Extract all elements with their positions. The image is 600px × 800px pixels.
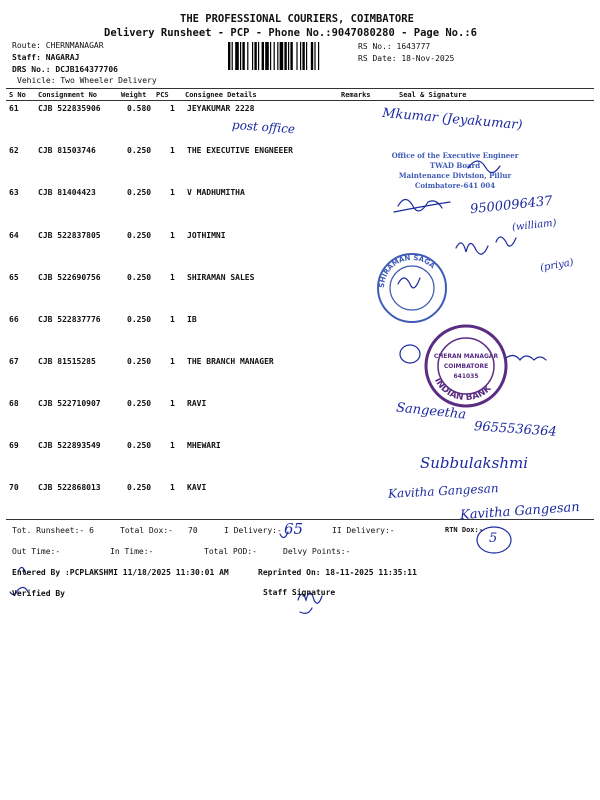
stamp-line: Coimbatore-641 004 bbox=[414, 181, 496, 190]
handwritten-name: Subbulakshmi bbox=[420, 454, 529, 472]
handwritten-name: Kavitha Gangesan bbox=[387, 481, 499, 501]
bank-stamp-outer: INDIAN BANK bbox=[432, 376, 494, 404]
total-dox-value: 70 bbox=[188, 526, 198, 535]
row-sno: 69 bbox=[9, 441, 19, 450]
verified-by-label: Verified By bbox=[12, 589, 65, 598]
tot-runsheet: Tot. Runsheet:- 6 bbox=[12, 526, 94, 535]
row-pcs: 1 bbox=[170, 146, 175, 155]
handwritten-signature: Mkumar (Jeyakumar) bbox=[381, 105, 524, 134]
row-consignment-no: CJB 522690756 bbox=[38, 273, 101, 282]
row-sno: 62 bbox=[9, 146, 19, 155]
row-weight: 0.250 bbox=[127, 273, 152, 282]
handwritten-name: (william) bbox=[511, 217, 558, 234]
row-consignee: KAVI bbox=[187, 483, 207, 492]
row-consignment-no: CJB 522835906 bbox=[38, 104, 101, 113]
col-pcs: PCS bbox=[156, 91, 169, 99]
row-sno: 64 bbox=[9, 231, 19, 240]
row-weight: 0.250 bbox=[127, 231, 152, 240]
bank-stamp-inner: CHERAN MANAGAR bbox=[433, 353, 499, 360]
row-pcs: 1 bbox=[170, 399, 175, 408]
runsheet-subtitle: Delivery Runsheet - PCP - Phone No.:9047080280 - Page No.:6 bbox=[104, 27, 477, 39]
row-sno: 68 bbox=[9, 399, 19, 408]
row-consignee: RAVI bbox=[187, 399, 207, 408]
stamp-line: TWAD Board bbox=[429, 161, 481, 170]
rs-number: RS No.: 1643777 bbox=[358, 42, 431, 51]
handwritten-phone: 9655536364 bbox=[473, 419, 558, 440]
row-weight: 0.250 bbox=[127, 146, 152, 155]
row-sno: 65 bbox=[9, 273, 19, 282]
row-consignment-no: CJB 522893549 bbox=[38, 441, 101, 450]
row-weight: 0.250 bbox=[127, 357, 152, 366]
row-weight: 0.250 bbox=[127, 188, 152, 197]
row-consignment-no: CJB 81515285 bbox=[38, 357, 96, 366]
bank-stamp-inner: COIMBATORE bbox=[443, 363, 489, 370]
handwritten-name: Kavitha Gangesan bbox=[459, 499, 581, 524]
row-pcs: 1 bbox=[170, 483, 175, 492]
row-weight: 0.250 bbox=[127, 315, 152, 324]
route-label: Route: CHERNMANAGAR bbox=[12, 41, 104, 50]
col-consignee-details: Consignee Details bbox=[185, 91, 257, 99]
stamp-line: Office of the Executive Engineer bbox=[391, 151, 519, 160]
reprinted-on: Reprinted On: 18-11-2025 11:35:11 bbox=[258, 568, 417, 577]
rs-date: RS Date: 18-Nov-2025 bbox=[358, 54, 455, 63]
row-consignee: SHIRAMAN SALES bbox=[187, 273, 255, 282]
company-title: THE PROFESSIONAL COURIERS, COIMBATORE bbox=[180, 13, 414, 25]
row-pcs: 1 bbox=[170, 273, 175, 282]
col-seal-signature: Seal & Signature bbox=[399, 91, 467, 99]
stamp-line: Maintenance Division, Pillur bbox=[398, 171, 512, 180]
row-consignment-no: CJB 522710907 bbox=[38, 399, 101, 408]
row-consignee: JOTHIMNI bbox=[187, 231, 226, 240]
row-pcs: 1 bbox=[170, 231, 175, 240]
vehicle-label: Vehicle: Two Wheeler Delivery bbox=[17, 76, 157, 85]
staff-label: Staff: NAGARAJ bbox=[12, 53, 80, 62]
delvy-points-label: Delvy Points:- bbox=[283, 547, 351, 556]
col-weight: Weight bbox=[121, 91, 147, 99]
row-consignment-no: CJB 81503746 bbox=[38, 146, 96, 155]
row-weight: 0.250 bbox=[127, 441, 152, 450]
row-consignment-no: CJB 522837805 bbox=[38, 231, 101, 240]
row-pcs: 1 bbox=[170, 188, 175, 197]
i-delivery-label: I Delivery:- bbox=[224, 526, 282, 535]
row-consignee: IB bbox=[187, 315, 197, 324]
entered-by: Entered By :PCPLAKSHMI 11/18/2025 11:30:01 AM bbox=[12, 568, 229, 577]
row-consignee: THE EXECUTIVE ENGNEEER bbox=[187, 146, 293, 155]
row-pcs: 1 bbox=[170, 104, 175, 113]
total-dox-label: Total Dox:- bbox=[120, 526, 173, 535]
shiraman-stamp-text: SHIRAMAN SAGA bbox=[377, 253, 437, 289]
bank-stamp-inner: 641035 bbox=[453, 373, 479, 380]
row-consignee: THE BRANCH MANAGER bbox=[187, 357, 274, 366]
row-consignment-no: CJB 81404423 bbox=[38, 188, 96, 197]
col-remarks: Remarks bbox=[341, 91, 371, 99]
row-weight: 0.250 bbox=[127, 399, 152, 408]
total-pod-label: Total POD:- bbox=[204, 547, 257, 556]
handwritten-name: Sangeetha bbox=[395, 400, 467, 423]
row-consignment-no: CJB 522868013 bbox=[38, 483, 101, 492]
staff-signature-label: Staff Signature bbox=[263, 588, 336, 597]
row-sno: 67 bbox=[9, 357, 19, 366]
row-weight: 0.580 bbox=[127, 104, 152, 113]
col-sno: S No bbox=[9, 91, 26, 99]
out-time-label: Out Time:- bbox=[12, 547, 61, 556]
row-sno: 63 bbox=[9, 188, 19, 197]
drs-number: DRS No.: DCJB164377706 bbox=[12, 65, 118, 74]
row-consignee: JEYAKUMAR 2228 bbox=[187, 104, 255, 113]
handwritten-rtn-count: 5 bbox=[489, 531, 498, 546]
handwritten-phone: 9500096437 bbox=[469, 193, 554, 218]
row-sno: 61 bbox=[9, 104, 19, 113]
row-pcs: 1 bbox=[170, 315, 175, 324]
rtn-dox-label: RTN Dox:- bbox=[445, 526, 483, 534]
row-consignee: V MADHUMITHA bbox=[187, 188, 245, 197]
row-sno: 70 bbox=[9, 483, 19, 492]
row-pcs: 1 bbox=[170, 357, 175, 366]
handwritten-name: (priya) bbox=[539, 257, 575, 274]
row-weight: 0.250 bbox=[127, 483, 152, 492]
in-time-label: In Time:- bbox=[110, 547, 154, 556]
row-consignment-no: CJB 522837776 bbox=[38, 315, 101, 324]
handwritten-delivery-count: 65 bbox=[284, 520, 304, 538]
ii-delivery-label: II Delivery:- bbox=[332, 526, 395, 535]
col-consignment: Consignment No bbox=[38, 91, 98, 99]
row-sno: 66 bbox=[9, 315, 19, 324]
row-pcs: 1 bbox=[170, 441, 175, 450]
handwritten-remark: post office bbox=[231, 117, 296, 137]
row-consignee: MHEWARI bbox=[187, 441, 221, 450]
